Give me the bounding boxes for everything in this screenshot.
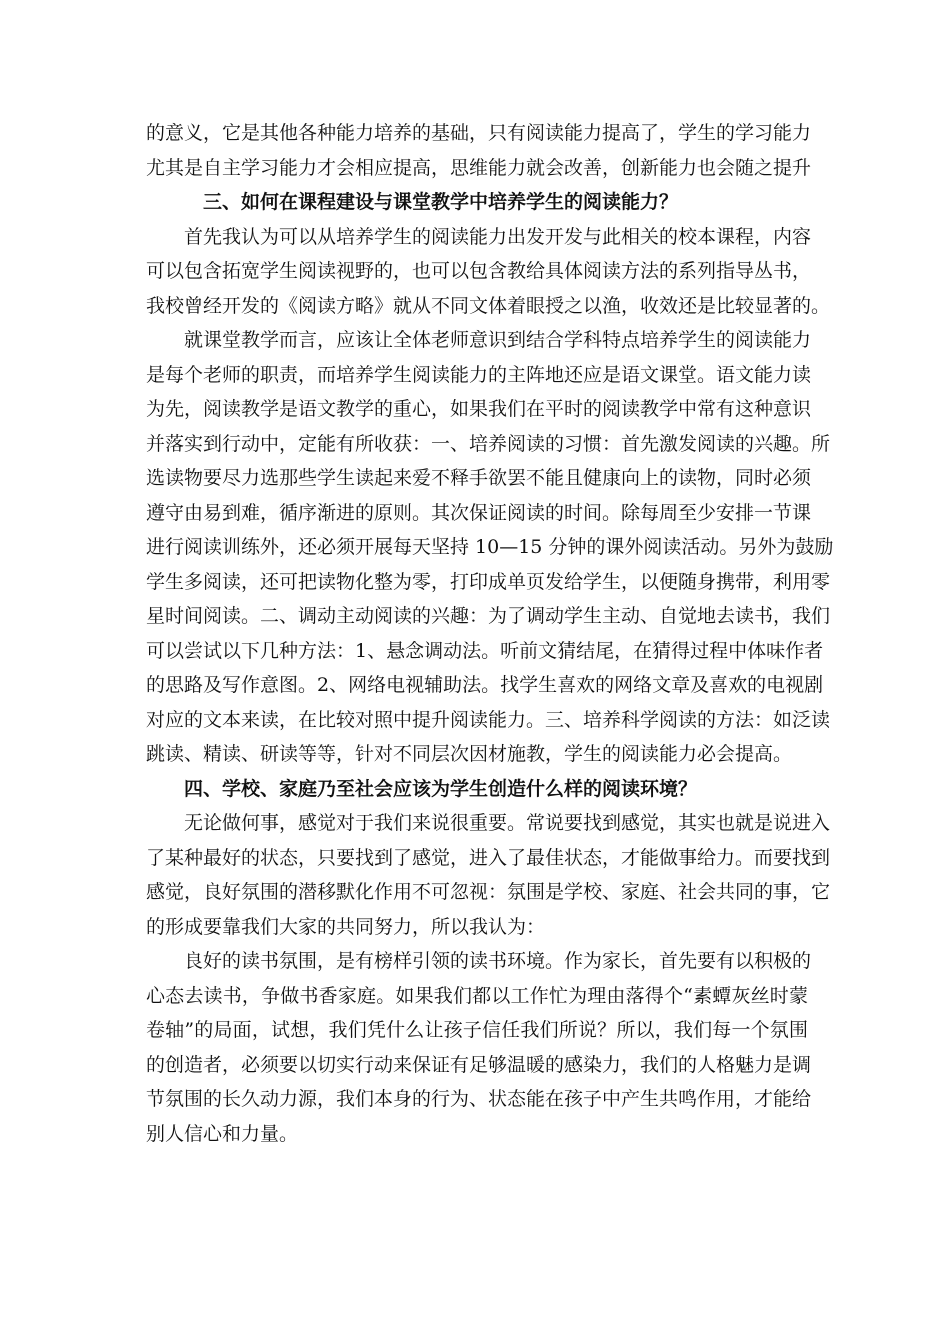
section-heading: 三、如何在课程建设与课堂教学中培养学生的阅读能力？ [203,191,679,213]
text-line: 的意义，它是其他各种能力培养的基础，只有阅读能力提高了，学生的学习能力 [146,122,812,144]
text-line: 卷轴”的局面，试想，我们凭什么让孩子信任我们所说？所以，我们每一个氛围 [146,1019,808,1041]
text-line: 首先我认为可以从培养学生的阅读能力出发开发与此相关的校本课程，内容 [184,225,812,248]
text-line: 可以尝试以下几种方法：1、悬念调动法。听前文猜结尾，在猜得过程中体味作者 [146,639,824,662]
text-line: 跳读、精读、研读等等，针对不同层次因材施教，学生的阅读能力必会提高。 [146,743,793,765]
text-line: 进行阅读训练外，还必须开展每天坚持 10—15 分钟的课外阅读活动。另外为鼓励 [146,536,834,558]
text-line: 良好的读书氛围，是有榜样引领的读书环境。作为家长，首先要有以积极的 [184,950,812,972]
text-line: 是每个老师的职责，而培养学生阅读能力的主阵地还应是语文课堂。语文能力读 [146,363,812,386]
section-heading: 四、学校、家庭乃至社会应该为学生创造什么样的阅读环境？ [184,777,698,800]
text-line: 选读物要尽力选那些学生读起来爱不释手欲罢不能且健康向上的读物，同时必须 [146,467,812,489]
text-line: 感觉，良好氛围的潜移默化作用不可忽视：氛围是学校、家庭、社会共同的事，它 [146,881,831,903]
text-line: 的形成要靠我们大家的共同努力，所以我认为： [146,915,546,938]
text-line: 的思路及写作意图。2、网络电视辅助法。找学生喜欢的网络文章及喜欢的电视剧 [146,674,824,696]
text-line: 了某种最好的状态，只要找到了感觉，进入了最佳状态，才能做事给力。而要找到 [146,846,831,869]
text-line: 遵守由易到难，循序渐进的原则。其次保证阅读的时间。除每周至少安排一节课 [146,501,812,524]
text-line: 节氛围的长久动力源，我们本身的行为、状态能在孩子中产生共鸣作用，才能给 [146,1088,812,1110]
text-line: 别人信心和力量。 [146,1122,299,1145]
text-line: 的创造者，必须要以切实行动来保证有足够温暖的感染力，我们的人格魅力是调 [146,1053,812,1076]
document-page [146,116,834,1151]
text-line: 我校曾经开发的《阅读方略》就从不同文体着眼授之以渔，收效还是比较显著的。 [146,294,831,317]
text-line: 尤其是自主学习能力才会相应提高，思维能力就会改善，创新能力也会随之提升 [146,156,812,179]
text-line: 为先，阅读教学是语文教学的重心，如果我们在平时的阅读教学中常有这种意识 [146,398,812,420]
text-line: 对应的文本来读，在比较对照中提升阅读能力。三、培养科学阅读的方法：如泛读 [146,708,831,731]
text-line: 并落实到行动中，定能有所收获：一、培养阅读的习惯：首先激发阅读的兴趣。所 [146,432,831,455]
text-line: 心态去读书，争做书香家庭。如果我们都以工作忙为理由落得个“素蟫灰丝时蒙 [146,984,808,1007]
text-line: 学生多阅读，还可把读物化整为零，打印成单页发给学生，以便随身携带，利用零 [146,570,831,593]
text-line: 就课堂教学而言，应该让全体老师意识到结合学科特点培养学生的阅读能力 [184,329,812,351]
text-line: 无论做何事，感觉对于我们来说很重要。常说要找到感觉，其实也就是说进入 [184,812,831,834]
text-line: 可以包含拓宽学生阅读视野的，也可以包含教给具体阅读方法的系列指导丛书， [146,260,812,282]
text-line: 星时间阅读。二、调动主动阅读的兴趣：为了调动学生主动、自觉地去读书，我们 [146,605,831,627]
